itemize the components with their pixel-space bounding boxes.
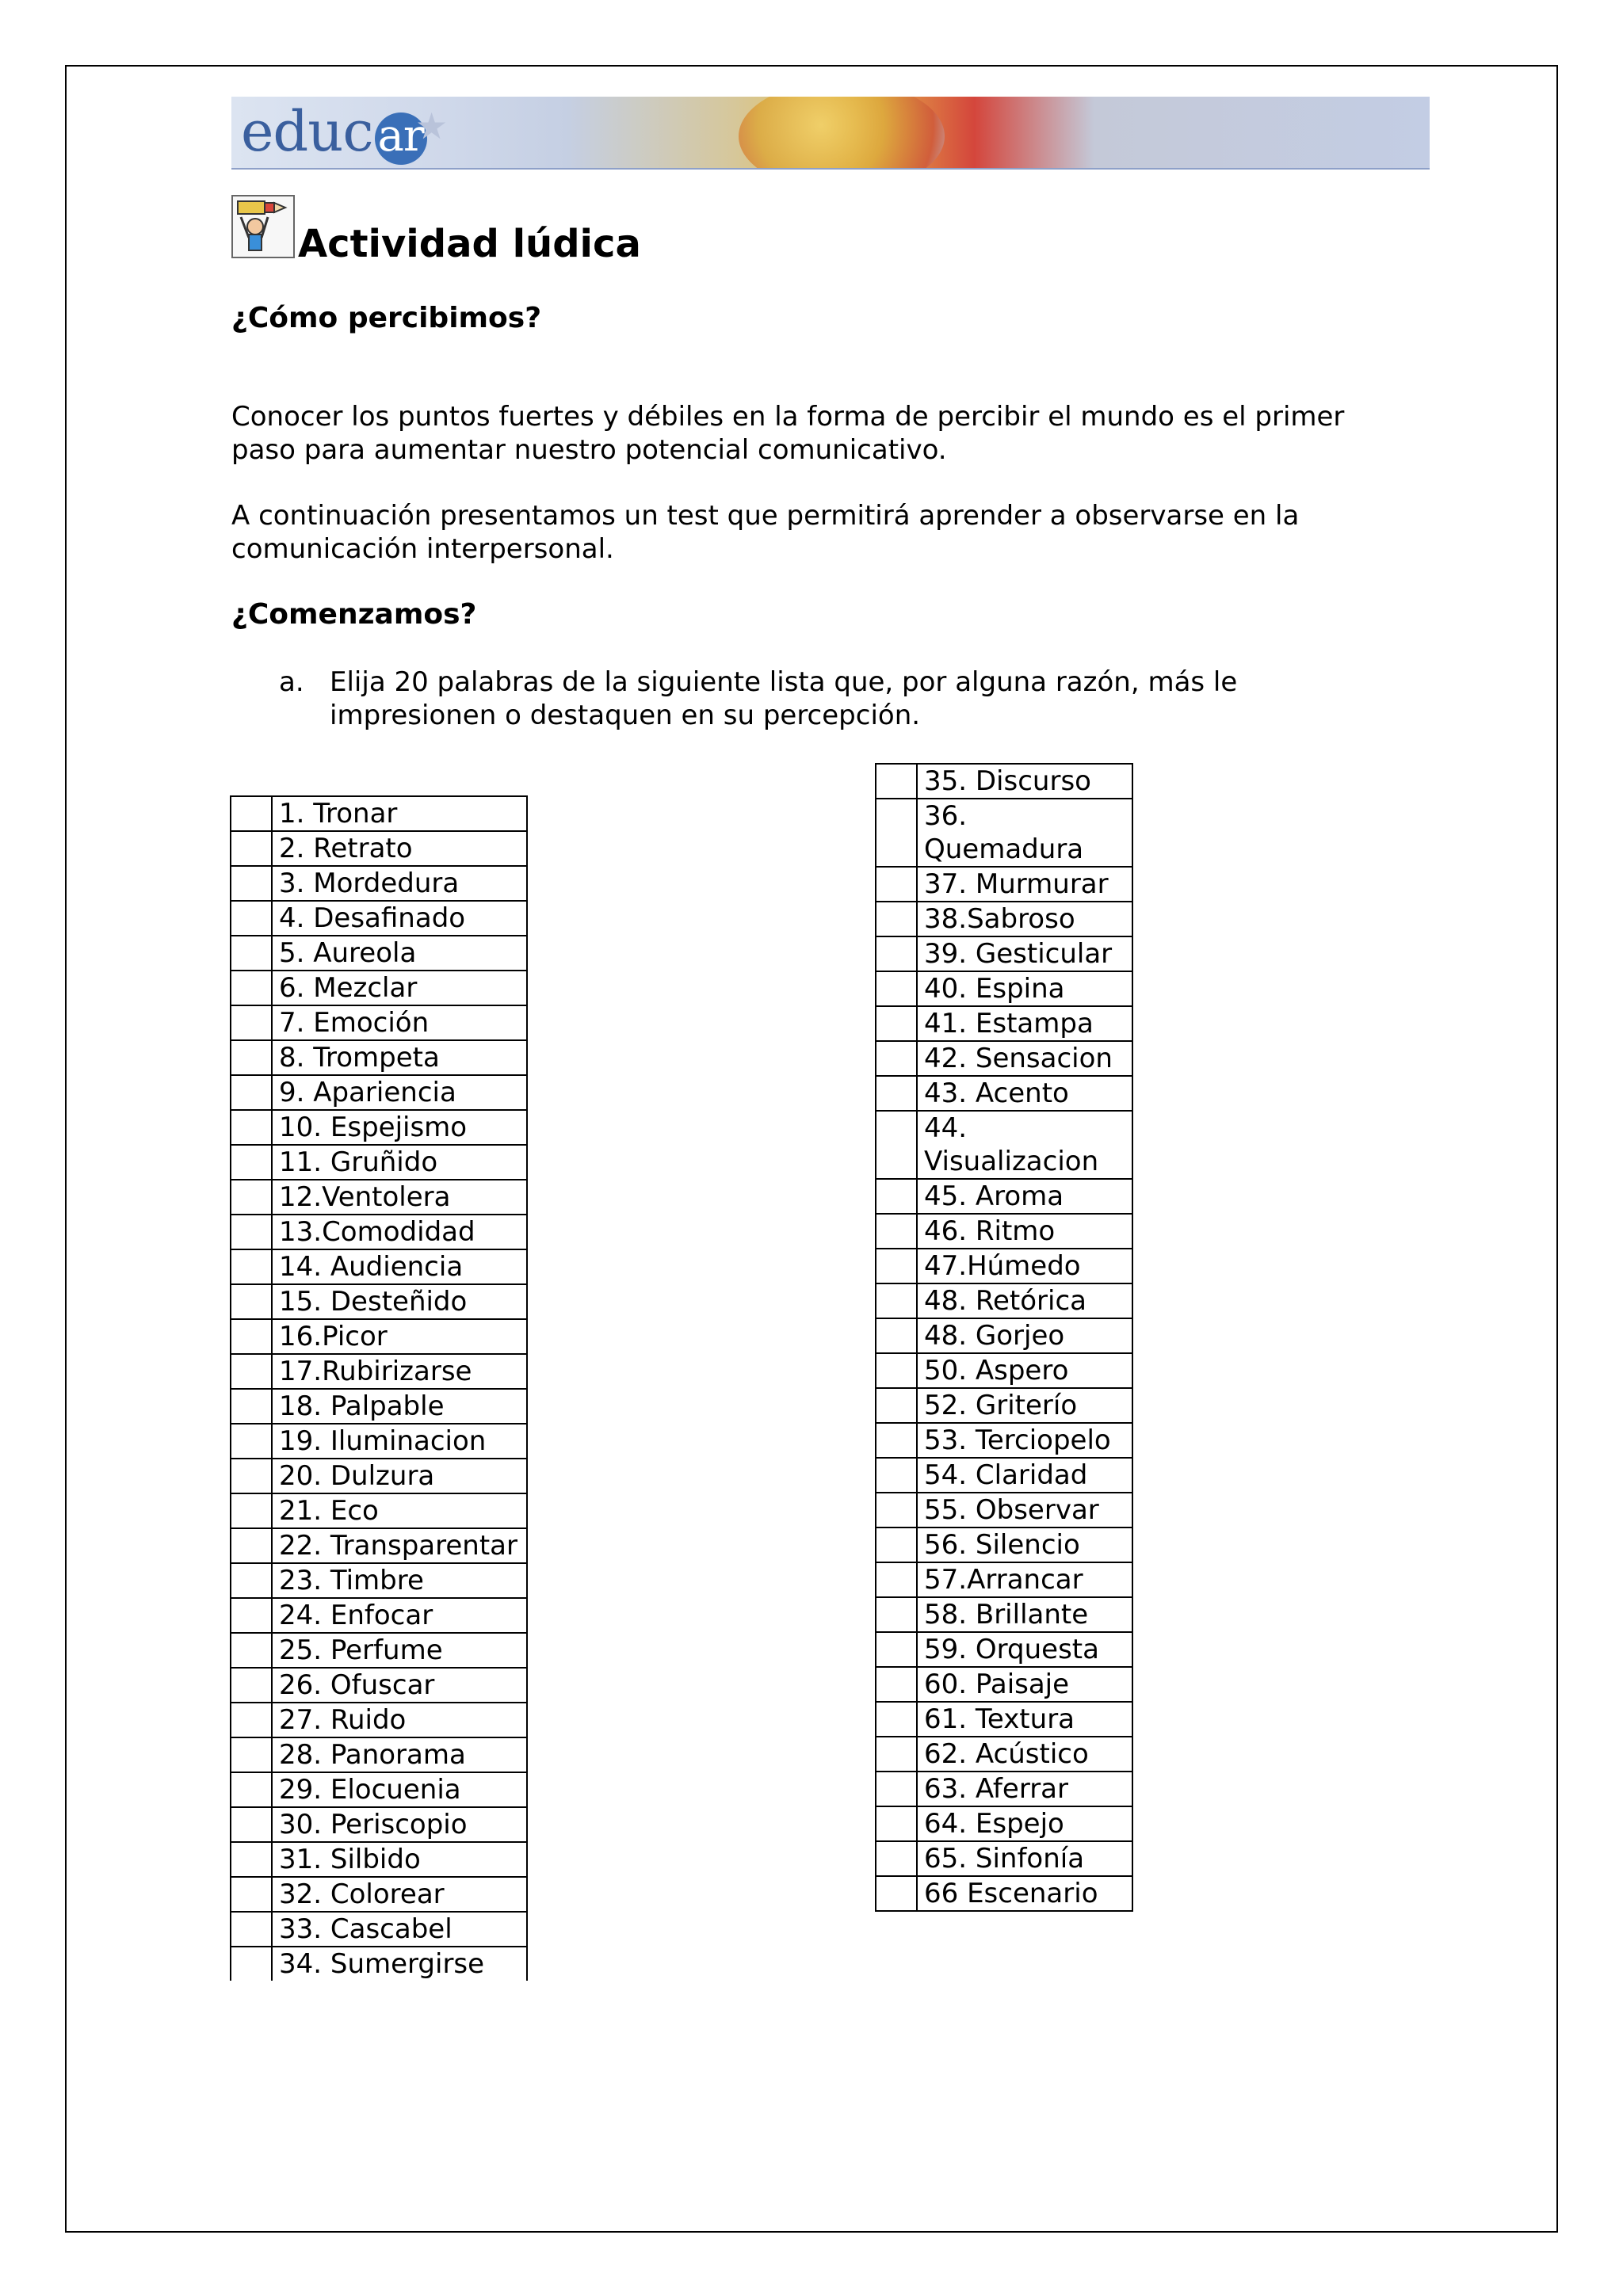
intro-paragraph: Conocer los puntos fuertes y débiles en la forma de percibir el mundo es el primer paso para aumentar nuestro potencial comunicativo. [231,401,1345,466]
checkbox-cell[interactable] [231,1737,272,1772]
word-row [876,1772,1132,1806]
word-cell: 62. Acústico [917,1737,1132,1772]
word-row [876,1597,1132,1632]
checkbox-cell[interactable] [876,1667,917,1702]
word-cell: 42. Sensacion [917,1041,1132,1076]
word-cell: 66 Escenario [917,1876,1132,1911]
checkbox-cell[interactable] [231,1703,272,1737]
checkbox-cell[interactable] [876,1737,917,1772]
word-row [231,1633,527,1668]
word-cell: 43. Acento [917,1076,1132,1111]
word-row [876,1806,1132,1841]
page-title: Actividad lúdica [298,222,641,266]
word-row [231,1284,527,1319]
word-cell: 12.Ventolera [272,1180,527,1215]
checkbox-cell[interactable] [231,1493,272,1528]
checkbox-cell[interactable] [231,796,272,831]
word-row [876,1283,1132,1318]
word-cell: 26. Ofuscar [272,1668,527,1703]
checkbox-cell[interactable] [876,1283,917,1318]
word-row [231,1145,527,1180]
star-icon: ★ [415,105,449,147]
word-row [231,1215,527,1249]
word-row [231,1424,527,1459]
word-cell: 5. Aureola [272,936,527,971]
word-cell: 48. Gorjeo [917,1318,1132,1353]
checkbox-cell[interactable] [231,1459,272,1493]
word-cell: 59. Orquesta [917,1632,1132,1667]
word-cell: 39. Gesticular [917,936,1132,971]
word-row [876,1527,1132,1562]
word-row [231,1877,527,1912]
word-row [231,1912,527,1947]
word-row [876,1006,1132,1041]
word-row [876,867,1132,902]
word-cell: 3. Mordedura [272,866,527,901]
checkbox-cell[interactable] [231,1877,272,1912]
checkbox-cell[interactable] [876,902,917,936]
checkbox-cell[interactable] [876,971,917,1006]
word-cell: 1. Tronar [272,796,527,831]
word-row [876,1423,1132,1458]
checkbox-cell[interactable] [231,1528,272,1563]
word-row [231,1703,527,1737]
word-cell: 17.Rubirizarse [272,1354,527,1389]
checkbox-cell[interactable] [876,1876,917,1911]
intro-paragraph-2: A continuación presentamos un test que permitirá aprender a observarse en la comunicación interpersonal. [231,500,1300,565]
word-row [876,1318,1132,1353]
checkbox-cell[interactable] [876,799,917,867]
word-row [231,831,527,866]
word-row [876,1737,1132,1772]
word-cell: 15. Desteñido [272,1284,527,1319]
checkbox-cell[interactable] [876,1597,917,1632]
checkbox-cell[interactable] [231,1842,272,1877]
word-row [231,1075,527,1110]
word-row [231,866,527,901]
word-cell: 6. Mezclar [272,971,527,1005]
word-cell: 45. Aroma [917,1179,1132,1214]
checkbox-cell[interactable] [231,1040,272,1075]
word-cell: 2. Retrato [272,831,527,866]
word-cell: 25. Perfume [272,1633,527,1668]
word-row [231,901,527,936]
checkbox-cell[interactable] [231,1180,272,1215]
word-row [876,1249,1132,1283]
word-row [876,1388,1132,1423]
checkbox-cell[interactable] [231,1319,272,1354]
word-row [231,1807,527,1842]
word-row [231,1459,527,1493]
word-row [231,1668,527,1703]
word-row [231,1249,527,1284]
word-row [231,1528,527,1563]
word-row [876,902,1132,936]
word-cell: 9. Apariencia [272,1075,527,1110]
checkbox-cell[interactable] [231,1912,272,1947]
word-table-right [875,763,1133,1912]
checkbox-cell[interactable] [231,901,272,936]
checkbox-cell[interactable] [876,1527,917,1562]
word-row [231,796,527,831]
checkbox-cell[interactable] [876,1111,917,1179]
checkbox-cell[interactable] [876,1249,917,1283]
checkbox-cell[interactable] [876,1388,917,1423]
word-row [231,1737,527,1772]
word-row [231,1389,527,1424]
word-cell: 54. Claridad [917,1458,1132,1493]
word-row [876,764,1132,799]
word-cell: 27. Ruido [272,1703,527,1737]
word-cell: 46. Ritmo [917,1214,1132,1249]
word-row [231,1947,527,1981]
banner-sphere-graphic [739,97,945,170]
word-cell: 38.Sabroso [917,902,1132,936]
checkbox-cell[interactable] [876,764,917,799]
word-cell: 52. Griterío [917,1388,1132,1423]
checkbox-cell[interactable] [876,1841,917,1876]
word-cell: 19. Iluminacion [272,1424,527,1459]
logo-text: educ [241,99,373,164]
word-cell: 33. Cascabel [272,1912,527,1947]
word-cell: 47.Húmedo [917,1249,1132,1283]
word-row [876,1493,1132,1527]
checkbox-cell[interactable] [876,1772,917,1806]
word-cell: 29. Elocuenia [272,1772,527,1807]
word-cell: 18. Palpable [272,1389,527,1424]
word-row [231,1040,527,1075]
word-cell: 61. Textura [917,1702,1132,1737]
word-row [231,1772,527,1807]
word-row [876,1179,1132,1214]
word-row [231,1493,527,1528]
word-row [876,971,1132,1006]
checkbox-cell[interactable] [231,1215,272,1249]
list-marker: a. [279,666,304,698]
word-cell: 20. Dulzura [272,1459,527,1493]
word-cell: 53. Terciopelo [917,1423,1132,1458]
word-row [876,1458,1132,1493]
checkbox-cell[interactable] [231,1284,272,1319]
word-row [876,1214,1132,1249]
checkbox-cell[interactable] [876,1076,917,1111]
checkbox-cell[interactable] [876,936,917,971]
word-row [231,1180,527,1215]
checkbox-cell[interactable] [231,1633,272,1668]
pencil-activity-icon [231,195,295,258]
word-cell: 60. Paisaje [917,1667,1132,1702]
word-cell: 21. Eco [272,1493,527,1528]
word-row [876,1041,1132,1076]
word-row [231,1598,527,1633]
word-row [876,1702,1132,1737]
word-row [231,1110,527,1145]
word-row [231,1319,527,1354]
word-row [876,799,1132,867]
checkbox-cell[interactable] [231,1005,272,1040]
word-cell: 10. Espejismo [272,1110,527,1145]
word-cell: 56. Silencio [917,1527,1132,1562]
word-cell: 36. Quemadura [917,799,1132,867]
checkbox-cell[interactable] [876,1562,917,1597]
checkbox-cell[interactable] [231,1563,272,1598]
checkbox-cell[interactable] [876,1041,917,1076]
instruction-text: Elija 20 palabras de la siguiente lista que, por alguna razón, más le impresionen o destaquen en su percepción. [330,666,1238,731]
checkbox-cell[interactable] [876,1806,917,1841]
word-row [876,1632,1132,1667]
word-row [876,1667,1132,1702]
checkbox-cell[interactable] [876,1423,917,1458]
word-cell: 41. Estampa [917,1006,1132,1041]
word-cell: 34. Sumergirse [272,1947,527,1981]
checkbox-cell[interactable] [876,1353,917,1388]
word-cell: 57.Arrancar [917,1562,1132,1597]
word-row [231,1354,527,1389]
logo-ar-badge: ar [375,113,427,165]
checkbox-cell[interactable] [876,1179,917,1214]
word-cell: 13.Comodidad [272,1215,527,1249]
word-cell: 7. Emoción [272,1005,527,1040]
header-banner [231,97,1430,170]
word-row [231,1005,527,1040]
checkbox-cell[interactable] [231,1807,272,1842]
word-cell: 58. Brillante [917,1597,1132,1632]
checkbox-cell[interactable] [876,1318,917,1353]
word-row [876,1876,1132,1911]
educar-logo [241,100,427,165]
word-row [231,936,527,971]
checkbox-cell[interactable] [231,831,272,866]
checkbox-cell[interactable] [231,1249,272,1284]
word-cell: 16.Picor [272,1319,527,1354]
checkbox-cell[interactable] [231,1075,272,1110]
word-cell: 65. Sinfonía [917,1841,1132,1876]
word-cell: 64. Espejo [917,1806,1132,1841]
checkbox-cell[interactable] [876,1632,917,1667]
checkbox-cell[interactable] [231,1145,272,1180]
word-row [876,1353,1132,1388]
word-table-left [230,795,528,1981]
word-cell: 44. Visualizacion [917,1111,1132,1179]
checkbox-cell[interactable] [876,1702,917,1737]
word-row [231,1563,527,1598]
checkbox-cell[interactable] [231,936,272,971]
checkbox-cell[interactable] [231,1947,272,1981]
word-cell: 50. Aspero [917,1353,1132,1388]
checkbox-cell[interactable] [876,1214,917,1249]
word-cell: 31. Silbido [272,1842,527,1877]
word-row [876,1562,1132,1597]
checkbox-cell[interactable] [231,1389,272,1424]
checkbox-cell[interactable] [231,1598,272,1633]
section-subtitle: ¿Cómo percibimos? [231,302,542,334]
checkbox-cell[interactable] [231,971,272,1005]
word-cell: 30. Periscopio [272,1807,527,1842]
word-cell: 37. Murmurar [917,867,1132,902]
checkbox-cell[interactable] [876,1006,917,1041]
checkbox-cell[interactable] [876,867,917,902]
word-cell: 23. Timbre [272,1563,527,1598]
word-cell: 4. Desafinado [272,901,527,936]
word-row [876,1841,1132,1876]
word-row [231,971,527,1005]
word-cell: 8. Trompeta [272,1040,527,1075]
checkbox-cell[interactable] [231,1354,272,1389]
checkbox-cell[interactable] [231,1772,272,1807]
word-row [876,1111,1132,1179]
checkbox-cell[interactable] [231,1668,272,1703]
word-row [876,936,1132,971]
word-cell: 14. Audiencia [272,1249,527,1284]
word-cell: 32. Colorear [272,1877,527,1912]
word-cell: 22. Transparentar [272,1528,527,1563]
word-cell: 28. Panorama [272,1737,527,1772]
word-cell: 40. Espina [917,971,1132,1006]
word-row [231,1842,527,1877]
word-cell: 48. Retórica [917,1283,1132,1318]
checkbox-cell[interactable] [231,1110,272,1145]
question-heading: ¿Comenzamos? [231,598,477,631]
word-cell: 55. Observar [917,1493,1132,1527]
checkbox-cell[interactable] [876,1493,917,1527]
word-cell: 63. Aferrar [917,1772,1132,1806]
word-row [876,1076,1132,1111]
word-cell: 24. Enfocar [272,1598,527,1633]
word-cell: 35. Discurso [917,764,1132,799]
word-cell: 11. Gruñido [272,1145,527,1180]
checkbox-cell[interactable] [231,1424,272,1459]
checkbox-cell[interactable] [231,866,272,901]
checkbox-cell[interactable] [876,1458,917,1493]
